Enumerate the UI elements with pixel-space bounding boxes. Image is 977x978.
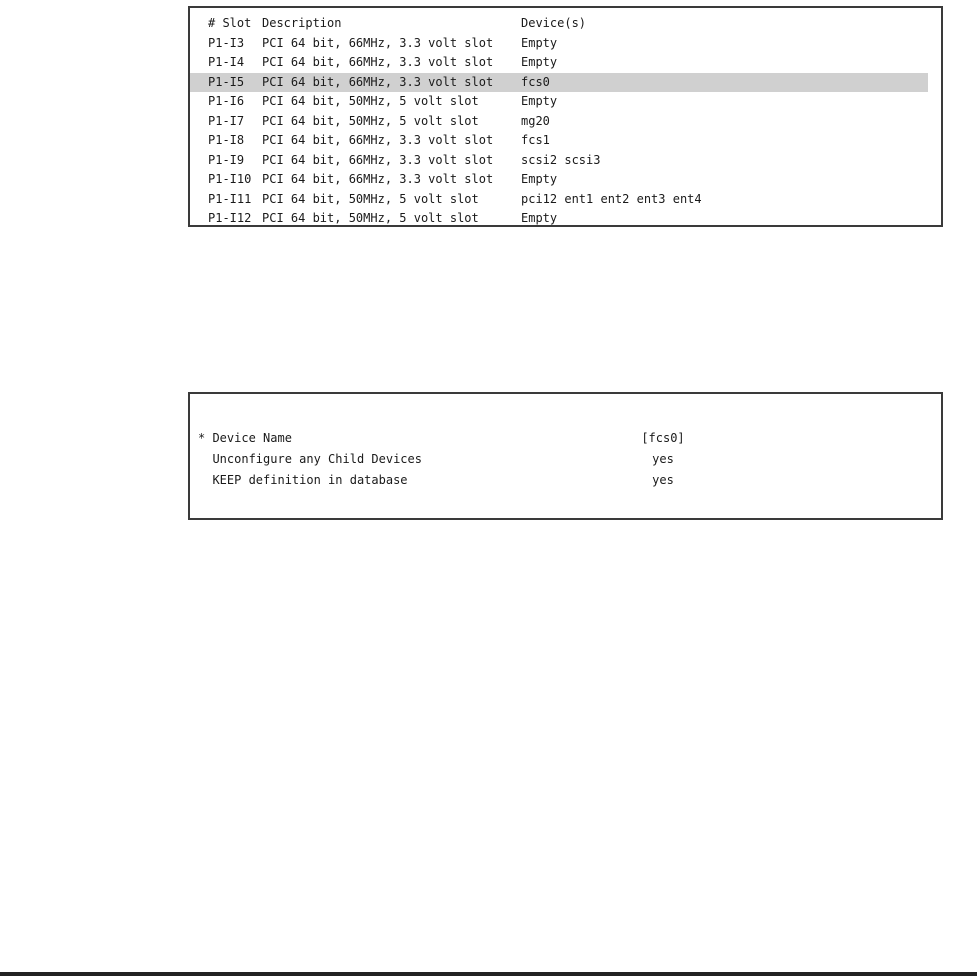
description-cell: PCI 64 bit, 50MHz, 5 volt slot	[262, 94, 479, 108]
devices-cell: mg20	[521, 113, 550, 128]
description-cell: PCI 64 bit, 66MHz, 3.3 volt slot	[262, 74, 494, 89]
slot-cell: P1-I6	[208, 94, 245, 108]
slot-table-row	[190, 209, 941, 227]
description-cell: PCI 64 bit, 66MHz, 3.3 volt slot	[262, 152, 494, 167]
dialog-row	[190, 428, 941, 449]
slot-cell: P1-I11	[208, 191, 252, 206]
description-cell: PCI 64 bit, 50MHz, 5 volt slot	[262, 113, 479, 128]
devices-cell: pci12 ent1 ent2 ent3 ent4	[521, 191, 702, 206]
slot-cell: P1-I4	[208, 55, 245, 69]
description-cell: PCI 64 bit, 66MHz, 3.3 volt slot	[262, 133, 494, 147]
devices-cell: fcs0	[521, 74, 550, 89]
unconfigure-dialog-panel	[188, 392, 943, 520]
devices-column-header: Device(s)	[521, 16, 587, 30]
page-footer-rule	[0, 972, 977, 976]
slot-table-row	[190, 112, 941, 132]
slot-table-row	[190, 170, 941, 190]
device-name-label: * Device Name	[198, 431, 292, 445]
slot-cell: P1-I7	[208, 113, 245, 128]
devices-cell: Empty	[521, 172, 558, 186]
slot-column-header: # Slot	[208, 16, 252, 30]
slot-cell: P1-I12	[208, 211, 252, 225]
slot-table-row	[190, 92, 941, 112]
slot-cell: P1-I9	[208, 152, 245, 167]
description-cell: PCI 64 bit, 50MHz, 5 volt slot	[262, 191, 479, 206]
description-cell: PCI 64 bit, 66MHz, 3.3 volt slot	[262, 55, 494, 69]
slot-listing-panel	[188, 6, 943, 227]
description-cell: PCI 64 bit, 66MHz, 3.3 volt slot	[262, 35, 494, 50]
description-column-header: Description	[262, 16, 342, 30]
slot-cell: P1-I5	[208, 74, 245, 89]
unconfigure-children-label: Unconfigure any Child Devices	[198, 452, 422, 466]
slot-cell: P1-I10	[208, 172, 252, 186]
slot-table-row-selected	[190, 73, 928, 93]
slot-table-header	[190, 14, 941, 34]
devices-cell: fcs1	[521, 133, 550, 147]
slot-table-row	[190, 53, 941, 73]
devices-cell: Empty	[521, 35, 558, 50]
slot-table-row	[190, 34, 941, 54]
slot-table-row	[190, 151, 941, 171]
keep-definition-label: KEEP definition in database	[198, 473, 408, 487]
slot-cell: P1-I3	[208, 35, 245, 50]
device-name-value: [fcs0]	[641, 431, 685, 445]
description-cell: PCI 64 bit, 66MHz, 3.3 volt slot	[262, 172, 494, 186]
slot-cell: P1-I8	[208, 133, 245, 147]
description-cell: PCI 64 bit, 50MHz, 5 volt slot	[262, 211, 479, 225]
devices-cell: Empty	[521, 55, 558, 69]
devices-cell: scsi2 scsi3	[521, 152, 601, 167]
dialog-row	[190, 470, 941, 491]
keep-definition-value: yes	[652, 473, 674, 487]
slot-table-row	[190, 131, 941, 151]
devices-cell: Empty	[521, 94, 558, 108]
devices-cell: Empty	[521, 211, 558, 225]
dialog-row	[190, 449, 941, 470]
slot-table-row	[190, 190, 941, 210]
unconfigure-children-value: yes	[652, 452, 674, 466]
